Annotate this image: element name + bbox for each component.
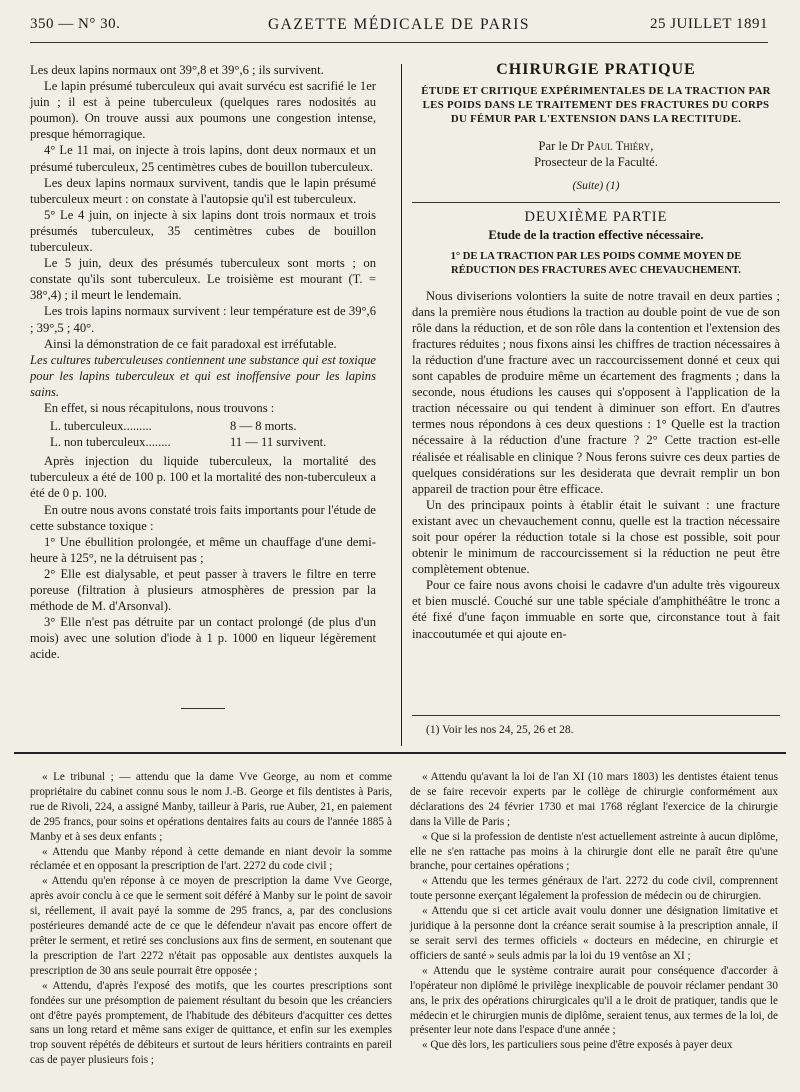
paragraph: Les deux lapins normaux survivent, tandis que le lapin présumé tuberculeux meurt : on constate à l'autopsie qu'il est tuberculeux. — [30, 175, 376, 206]
paragraph: « Attendu que les termes généraux de l'art. 2272 du code civil, comprennent toute personne exerçant légalement la profession de médecin ou de chirurgien. — [410, 875, 778, 903]
journal-title: GAZETTE MÉDICALE DE PARIS — [267, 16, 531, 33]
paragraph: Les trois lapins normaux survivent : leur température est de 39°,6 ; 39°,5 ; 40°. — [30, 304, 376, 335]
recap-row — [50, 434, 376, 450]
author-prefix: Par le Dr — [538, 139, 588, 154]
paragraph: Les cultures tuberculeuses contiennent une substance qui est toxique pour les lapins tuberculeux et qui est inoffensive pour les lapins sains. — [30, 352, 376, 399]
paragraph: Le 5 juin, deux des présumés tuberculeux sont morts ; on constate qu'ils sont tuberculeux. Le troisième est mourant (T. = 38°,4) ; il meurt le lendemain. — [30, 256, 376, 303]
issue-date: 25 JUILLET 1891 — [649, 16, 768, 32]
recap-value: 8 — 8 morts. — [230, 419, 297, 434]
recap-table — [50, 418, 376, 450]
recap-row — [50, 418, 376, 434]
recap-value: 11 — 11 survivent. — [230, 435, 327, 450]
paragraph: « Attendu qu'avant la loi de l'an XI (10 mars 1803) les dentistes étaient tenus de se faire recevoir experts par le collège de chirurgie conformément aux déclarations des 24 février 1730 et mai 1768 réglant l'exercice de la chirurgie dans la Ville de Paris ; — [410, 771, 778, 828]
left-paragraphs — [30, 62, 376, 416]
left-column — [30, 62, 376, 709]
footnote: (1) Voir les nos 24, 25, 26 et 28. — [426, 724, 574, 736]
paragraph: Nous diviserions volontiers la suite de notre travail en deux parties ; dans la première nous étudions la traction au double point de vue de son rôle dans la réduction, et de son rôle dans la contention et l'extension des fractures réduites ; nous fixons ainsi les chiffres de traction nécessaires à la réduction d'une fracture avec un raccourcissement donné et ceux qui sont capables de produire même un écartement des fragments ; dans la seconde, nous étudions les causes qui s'opposent à l'application de la traction nécessaire ou qui tendent à diminuer son effort. En d'autres termes nous répondons à ces deux questions : 1° Quelle est la traction nécessaire à la réduction d'une fracture ? 2° Cette traction est-elle réalisée et réalisable en clinique ? Nous ferons suivre ces deux parties de quelques considérations sur les desiderata que devrait remplir un bon appareil de traction pour être efficace. — [412, 288, 780, 496]
paragraph: « Attendu qu'en réponse à ce moyen de prescription la dame Vve George, après avoir conclu à ce que le serment soit déféré à Manby sur le point de savoir si, réellement, il avait payé la somme de 295 francs, a, par des conclusions postérieures demandé acte de ce que le défendeur n'avait pas encore offert de prêter le serment, et retiré ses conclusions aux fins de serment, en soutenant que la prescription de l'art 2272 n'était pas opposable aux dentistes auxquels la prescription de 30 ans seule pourrait être opposée ; — [30, 875, 392, 977]
chapter-heading: 1° DE LA TRACTION PAR LES POIDS COMME MOYEN DE RÉDUCTION DES FRACTURES AVEC CHEVAUCHEMENT. — [450, 250, 742, 276]
paragraph: 1° Une ébullition prolongée, et même un chauffage d'une demi-heure à 125°, ne la détruisent pas ; — [30, 534, 376, 565]
section-title: CHIRURGIE PRATIQUE — [496, 61, 696, 78]
page-number: 350 — N° 30. — [30, 16, 121, 32]
paragraph: « Que si la profession de dentiste n'est actuellement astreinte à aucun diplôme, elle ne s'en rattache pas moins à la chirurgie dont elle ne paraît être qu'une branche, pour certaines opérations ; — [410, 830, 778, 873]
column-divider — [401, 64, 402, 746]
author-line — [412, 138, 780, 154]
paragraph: Pour ce faire nous avons choisi le cadavre d'un adulte très vigoureux et bien musclé. Couché sur une table spéciale d'amphithéâtre le tronc a été fixé d'une façon immuable en sorte que, circonstance tout à fait inaccoutumée et qui ajoute en- — [412, 578, 780, 641]
bottom-left-column — [30, 770, 392, 1068]
bottom-section-rule — [14, 752, 786, 754]
paragraph: Le lapin présumé tuberculeux qui avait survécu est sacrifié le 1er juin ; il est à peine tuberculeux (quelques rares nodosités au poumon). On trouve aussi aux poumons une congestion intense, presque hémorragique. — [30, 79, 376, 142]
paragraph: 4° Le 11 mai, on injecte à trois lapins, dont deux normaux et un présumé tuberculeux, 25 centimètres cubes de bouillon tuberculeux. — [30, 143, 376, 174]
paragraph: « Attendu, d'après l'exposé des motifs, que les courtes prescriptions sont fondées sur une présomption de paiement résultant du besoin que les créanciers ont d'être payés promptement, de l'habitude des débiteurs d'acquitter ces dettes sans un long retard et même sans exiger de quittance, et enfin sur les exemples trop souvent répétés de débiteurs et surtout de leurs héritiers contraints en pareil cas de payer plusieurs fois ; — [30, 979, 392, 1067]
paragraph: Un des principaux points à établir était le suivant : une fracture existant avec un chevauchement connu, quelle est la traction nécessaire soit pour opérer la réduction totale si la chose est possible, soit pour obtenir le minimum de raccourcissement si la réduction ne peut être complètement obtenue. — [412, 497, 780, 577]
right-paragraphs — [412, 288, 780, 642]
left-paragraphs-continued — [30, 453, 376, 662]
part-subtitle: Etude de la traction effective nécessaire. — [488, 228, 704, 243]
page-header — [30, 16, 768, 42]
recap-label: L. non tuberculeux........ — [50, 435, 171, 450]
footnote-rule — [412, 715, 780, 716]
section-end-rule — [181, 708, 225, 709]
paragraph: « Attendu que si cet article avait voulu donner une désignation limitative et juridique à la personne dont la créance serait soumise à la prescription annale, il se serait servi des termes officiels « docteurs en médecine, en chirurgie et officiers de santé » seuls admis par la loi du 19 ventôse an XI ; — [410, 905, 778, 962]
recap-label: L. tuberculeux......... — [50, 419, 152, 434]
bottom-right-column — [410, 770, 778, 1053]
paragraph: « Que dès lors, les particuliers sous peine d'être exposés à payer deux — [422, 1039, 733, 1052]
paragraph: Les deux lapins normaux ont 39°,8 et 39°,6 ; ils survivent. — [30, 63, 324, 77]
paragraph: En outre nous avons constaté trois faits importants pour l'étude de cette substance toxique : — [30, 502, 376, 533]
paragraph: 5° Le 4 juin, on injecte à six lapins dont trois normaux et trois présumés tuberculeux, 35 centimètres cubes de bouillon tuberculeux. — [30, 207, 376, 255]
paragraph: « Attendu que Manby répond à cette demande en niant devoir la somme réclamée et en opposant la prescription de l'art. 2272 du code civil ; — [30, 845, 392, 873]
right-column — [412, 62, 780, 642]
paragraph: 2° Elle est dialysable, et peut passer à travers le filtre en terre poreuse (filtration à plusieurs atmosphères de pression par la méthode de M. d'Arsonval). — [30, 566, 376, 614]
paragraph: Après injection du liquide tuberculeux, la mortalité des tuberculeux a été de 100 p. 100 et la mortalité des non-tuberculeux a été de 0 p. 100. — [30, 454, 376, 501]
paragraph: 3° Elle n'est pas détruite par un contact prolongé (de plus d'un mois) avec une solution d'iode à 1 p. 1000 en liqueur légèrement acide. — [30, 615, 376, 662]
part-rule — [412, 202, 780, 203]
paragraph: Ainsi la démonstration de ce fait paradoxal est irréfutable. — [44, 336, 337, 351]
header-rule — [30, 42, 768, 43]
paragraph: « Le tribunal ; — attendu que la dame Vve George, au nom et comme propriétaire du cabinet connu sous le nom J.-B. George et fils dentistes à Paris, rue de Rivoli, 224, a assigné Manby, tailleur à Paris, rue Auber, 21, en paiement de 295 francs, pour soins et opérations dentaires faits au cours de l'année 1885 à Manby et à ses deux enfants ; — [30, 771, 392, 843]
suite-note: (Suite) (1) — [572, 180, 620, 193]
part-title: DEUXIÈME PARTIE — [524, 209, 668, 226]
author-name: Paul Thiéry, — [587, 139, 654, 154]
author-role: Prosecteur de la Faculté. — [534, 155, 658, 170]
paragraph: En effet, si nous récapitulons, nous trouvons : — [44, 400, 275, 415]
paragraph: « Attendu que le système contraire aurait pour conséquence d'accorder à l'opérateur non diplômé le privilège inexplicable de pouvoir réclamer pendant 30 ans, le prix des opérations chirurgicales qu'il a le droit de pratiquer, tandis que le médecin et le chirurgien munis de diplôme, seraient tenus, aux termes de la loi, de présenter leur note dans l'espace d'une année ; — [410, 964, 778, 1037]
article-subtitle: ÉTUDE ET CRITIQUE EXPÉRIMENTALES DE LA TRACTION PAR LES POIDS DANS LE TRAITEMENT DES FRACTURES DU CORPS DU FÉMUR PAR L'EXTENSION DANS LA RECTITUDE. — [421, 85, 771, 126]
